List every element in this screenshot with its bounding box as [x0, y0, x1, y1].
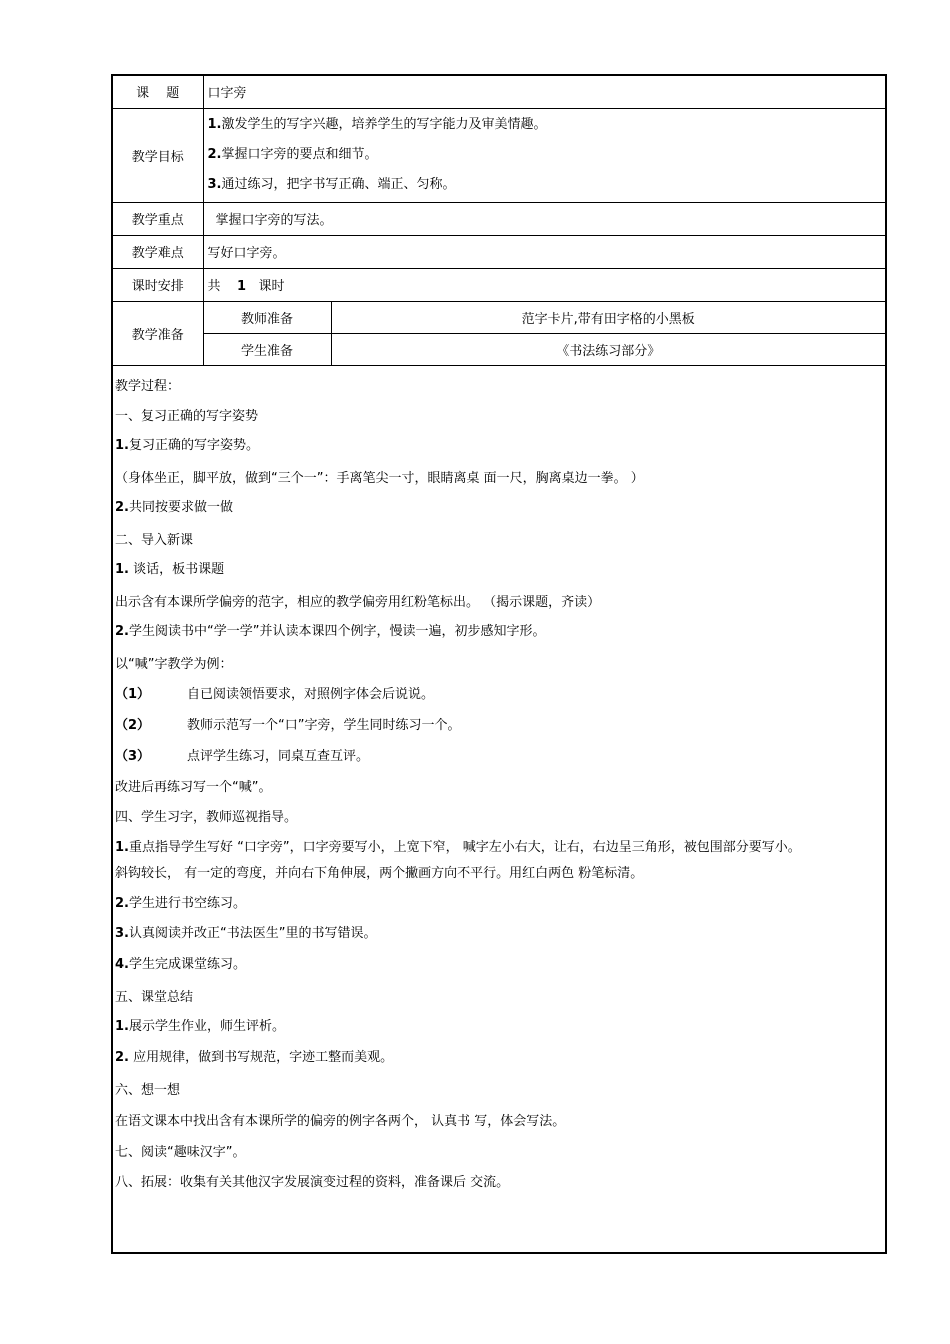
section-heading: 二、导入新课 — [115, 533, 194, 548]
key-point-value: 掌握口字旁的写法。 — [203, 202, 885, 235]
process-line: 斜钩较长， 有一定的弯度，并向右下角伸展，两个撇画方向不平行。用红白两色 粉笔标清。 — [115, 866, 644, 881]
teacher-prep-value: 范字卡片,带有田字格的小黑板 — [331, 301, 885, 333]
step-item: （2） 教师示范写一个“口”字旁，学生同时练习一个。 — [115, 718, 461, 733]
goals-label: 教学目标 — [113, 108, 203, 202]
section-heading: 八、拓展：收集有关其他汉字发展演变过程的资料，准备课后 交流。 — [115, 1175, 510, 1190]
topic-label: 课 题 — [113, 76, 203, 108]
student-prep-label: 学生准备 — [203, 333, 331, 365]
section-heading: 七、阅读“趣味汉字”。 — [115, 1145, 246, 1160]
section-heading: 五、课堂总结 — [115, 990, 194, 1005]
lesson-info-table — [113, 76, 885, 366]
process-line: （身体坐正，脚平放，做到“三个一”：手离笔尖一寸，眼睛离桌 面一尺，胸离桌边一拳。 ） — [115, 471, 644, 486]
process-line: 2. 应用规律，做到书写规范，字迹工整而美观。 — [115, 1050, 394, 1065]
section-heading: 一、复习正确的写字姿势 — [115, 409, 259, 424]
process-line: 1. 谈话，板书课题 — [115, 562, 225, 577]
goal-item: 1.激发学生的写字兴趣，培养学生的写字能力及审美情趣。 — [207, 117, 547, 132]
process-line: 1.复习正确的写字姿势。 — [115, 438, 259, 453]
schedule-value: 共 1 课时 — [203, 268, 885, 301]
step-item: （1） 自已阅读领悟要求，对照例字体会后说说。 — [115, 687, 435, 702]
process-heading: 教学过程： — [115, 379, 181, 394]
topic-value: 口字旁 — [203, 76, 885, 108]
student-prep-value: 《书法练习部分》 — [331, 333, 885, 365]
process-line: 2.学生进行书空练习。 — [115, 896, 246, 911]
process-line: 4.学生完成课堂练习。 — [115, 957, 246, 972]
key-point-label: 教学重点 — [113, 202, 203, 235]
process-line: 2.学生阅读书中“学一学”并认读本课四个例字，慢读一遍，初步感知字形。 — [115, 624, 546, 639]
prep-label: 教学准备 — [113, 301, 203, 365]
section-heading: 六、想一想 — [115, 1083, 181, 1098]
section-heading: 四、学生习字，教师巡视指导。 — [115, 810, 298, 825]
difficulty-label: 教学难点 — [113, 235, 203, 268]
process-line: 1.重点指导学生写好 “口字旁”，口字旁要写小，上宽下窄， 喊字左小右大，让右，右边呈三角形，被包围部分要写小。 — [115, 840, 801, 855]
goal-item: 3.通过练习，把字书写正确、端正、匀称。 — [207, 177, 456, 192]
process-line: 在语文课本中找出含有本课所学的偏旁的例字各两个， 认真书 写，体会写法。 — [115, 1114, 566, 1129]
step-item: （3） 点评学生练习，同桌互查互评。 — [115, 749, 370, 764]
goals-list — [203, 108, 885, 202]
difficulty-value: 写好口字旁。 — [203, 235, 885, 268]
process-line: 出示含有本课所学偏旁的范字，相应的教学偏旁用红粉笔标出。 （揭示课题，齐读） — [115, 595, 601, 610]
process-line: 2.共同按要求做一做 — [115, 500, 233, 515]
process-line: 1.展示学生作业，师生评析。 — [115, 1019, 285, 1034]
teacher-prep-label: 教师准备 — [203, 301, 331, 333]
goal-item: 2.掌握口字旁的要点和细节。 — [207, 147, 378, 162]
process-line: 改进后再练习写一个“喊”。 — [115, 780, 272, 795]
schedule-label: 课时安排 — [113, 268, 203, 301]
process-line: 3.认真阅读并改正“书法医生”里的书写错误。 — [115, 926, 377, 941]
process-line: 以“喊”字教学为例： — [115, 657, 233, 672]
lesson-plan-sheet — [111, 74, 887, 1254]
